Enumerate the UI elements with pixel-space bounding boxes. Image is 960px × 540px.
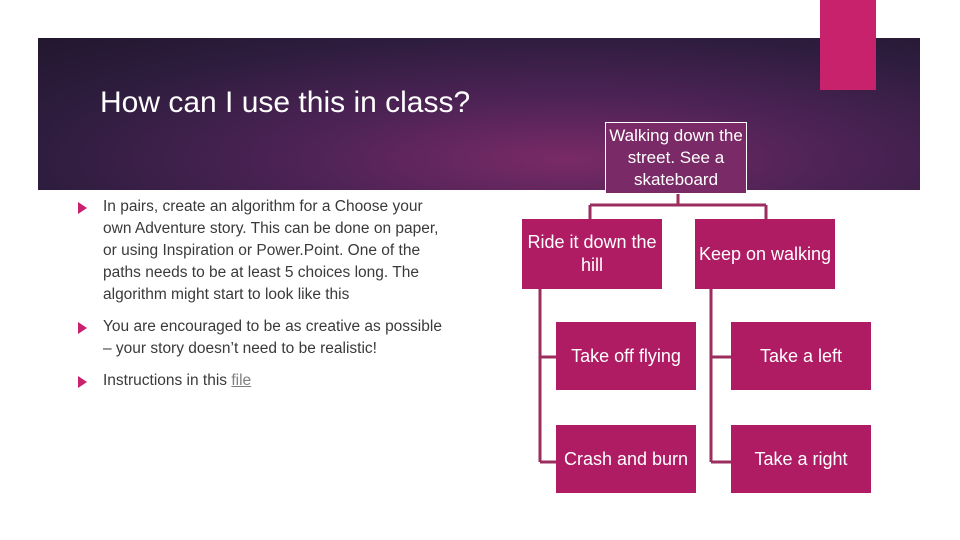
- slide-title: How can I use this in class?: [100, 86, 471, 119]
- bullet-text-2: You are encouraged to be as creative as possible – your story doesn’t need to be realistic!: [103, 318, 442, 357]
- file-link[interactable]: file: [231, 372, 252, 389]
- ride-down-hill-node: Ride it down the hill: [522, 219, 662, 289]
- bullet-text-1: In pairs, create an algorithm for a Choose your own Adventure story. This can be done on paper, or using Inspiration or Power.Point. One of the paths needs to be at least 5 choices long. The algorithm might start to look like this: [103, 198, 439, 303]
- take-off-flying-node: Take off flying: [556, 322, 696, 390]
- crash-and-burn-node: Crash and burn: [556, 425, 696, 493]
- take-left-node: Take a left: [731, 322, 871, 390]
- keep-walking-node: Keep on walking: [695, 219, 835, 289]
- take-right-node: Take a right: [731, 425, 871, 493]
- root-node: Walking down the street. See a skateboard: [605, 122, 747, 194]
- bullet-text-3: Instructions in this: [103, 372, 232, 389]
